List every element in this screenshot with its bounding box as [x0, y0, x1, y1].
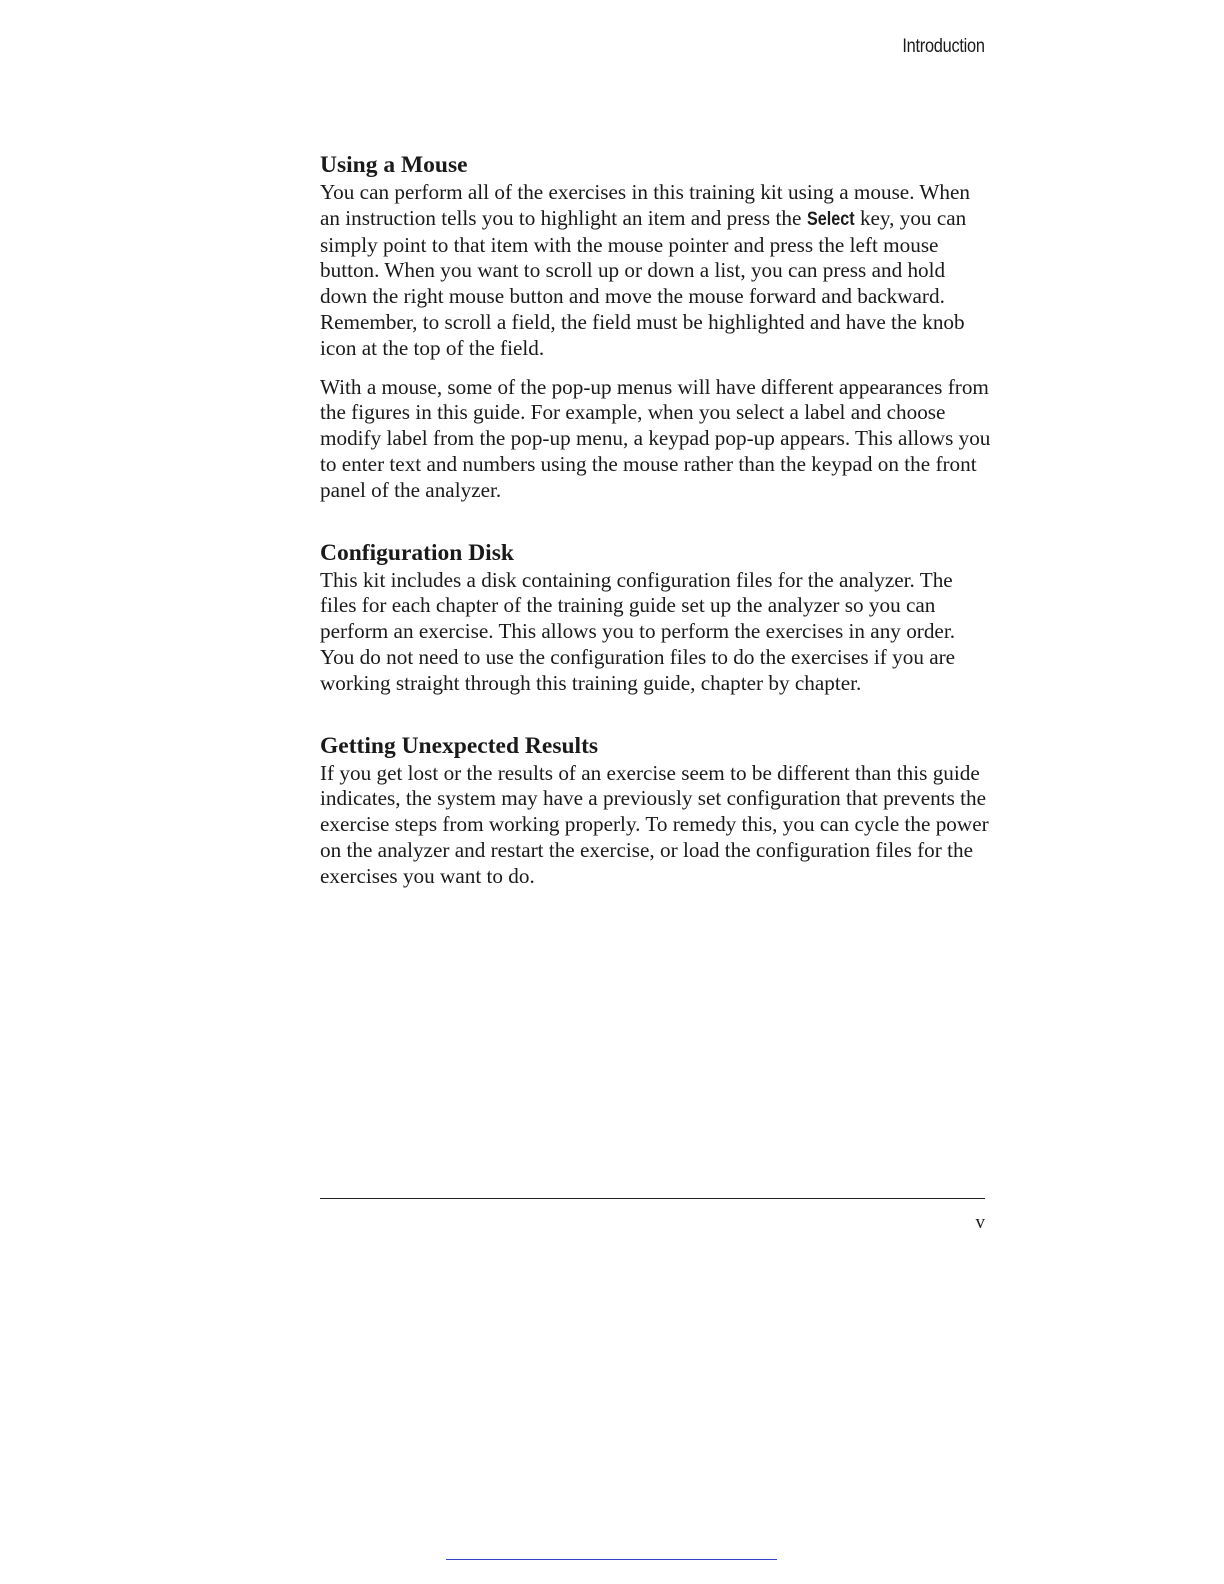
paragraph-text: key, you can simply point to that item with the mouse pointer and press the left mouse button. When you want to scroll up or down a list, you can press and hold down the right mouse button and move the mouse forward and backward. Remember, to scroll a field, the field must be highlighted and have the knob icon at the top of the field. [320, 205, 967, 360]
select-key-label: Select [806, 208, 855, 230]
paragraph-text: You can perform all of the exercises in this training kit using a mouse. When an instruction tells you to highlight an item and press the [320, 180, 971, 230]
section-heading: Configuration Disk [320, 539, 514, 566]
bottom-link-underline[interactable] [446, 1559, 777, 1560]
paragraph: With a mouse, some of the pop-up menus will have different appearances from the figures in this guide. For example, when you select a label and choose modify label from the pop-up menu, a keypad pop-up appears. This allows you to enter text and numbers using the mouse rather than the keypad on the front panel of the analyzer. [320, 374, 991, 502]
paragraph: If you get lost or the results of an exercise seem to be different than this guide indicates, the system may have a previously set configuration that prevents the exercise steps from working properly. To remedy this, you can cycle the power on the analyzer and restart the exercise, or load the configuration files for the exercises you want to do. [320, 760, 989, 888]
section-heading: Using a Mouse [320, 152, 468, 178]
running-header: Introduction [902, 36, 985, 57]
footer-rule [320, 1198, 985, 1199]
section-using-a-mouse [320, 150, 992, 504]
section-configuration-disk [320, 538, 992, 697]
section-getting-unexpected-results [320, 731, 992, 890]
paragraph [320, 180, 992, 362]
paragraph: This kit includes a disk containing configuration files for the analyzer. The files for each chapter of the training guide set up the analyzer so you can perform an exercise. This allows you to perform the exercises in any order. You do not need to use the configuration files to do the exercises if you are working straight through this training guide, chapter by chapter. [320, 567, 956, 695]
page-body [320, 150, 992, 890]
page-number: v [975, 1212, 985, 1233]
section-heading: Getting Unexpected Results [320, 732, 599, 759]
